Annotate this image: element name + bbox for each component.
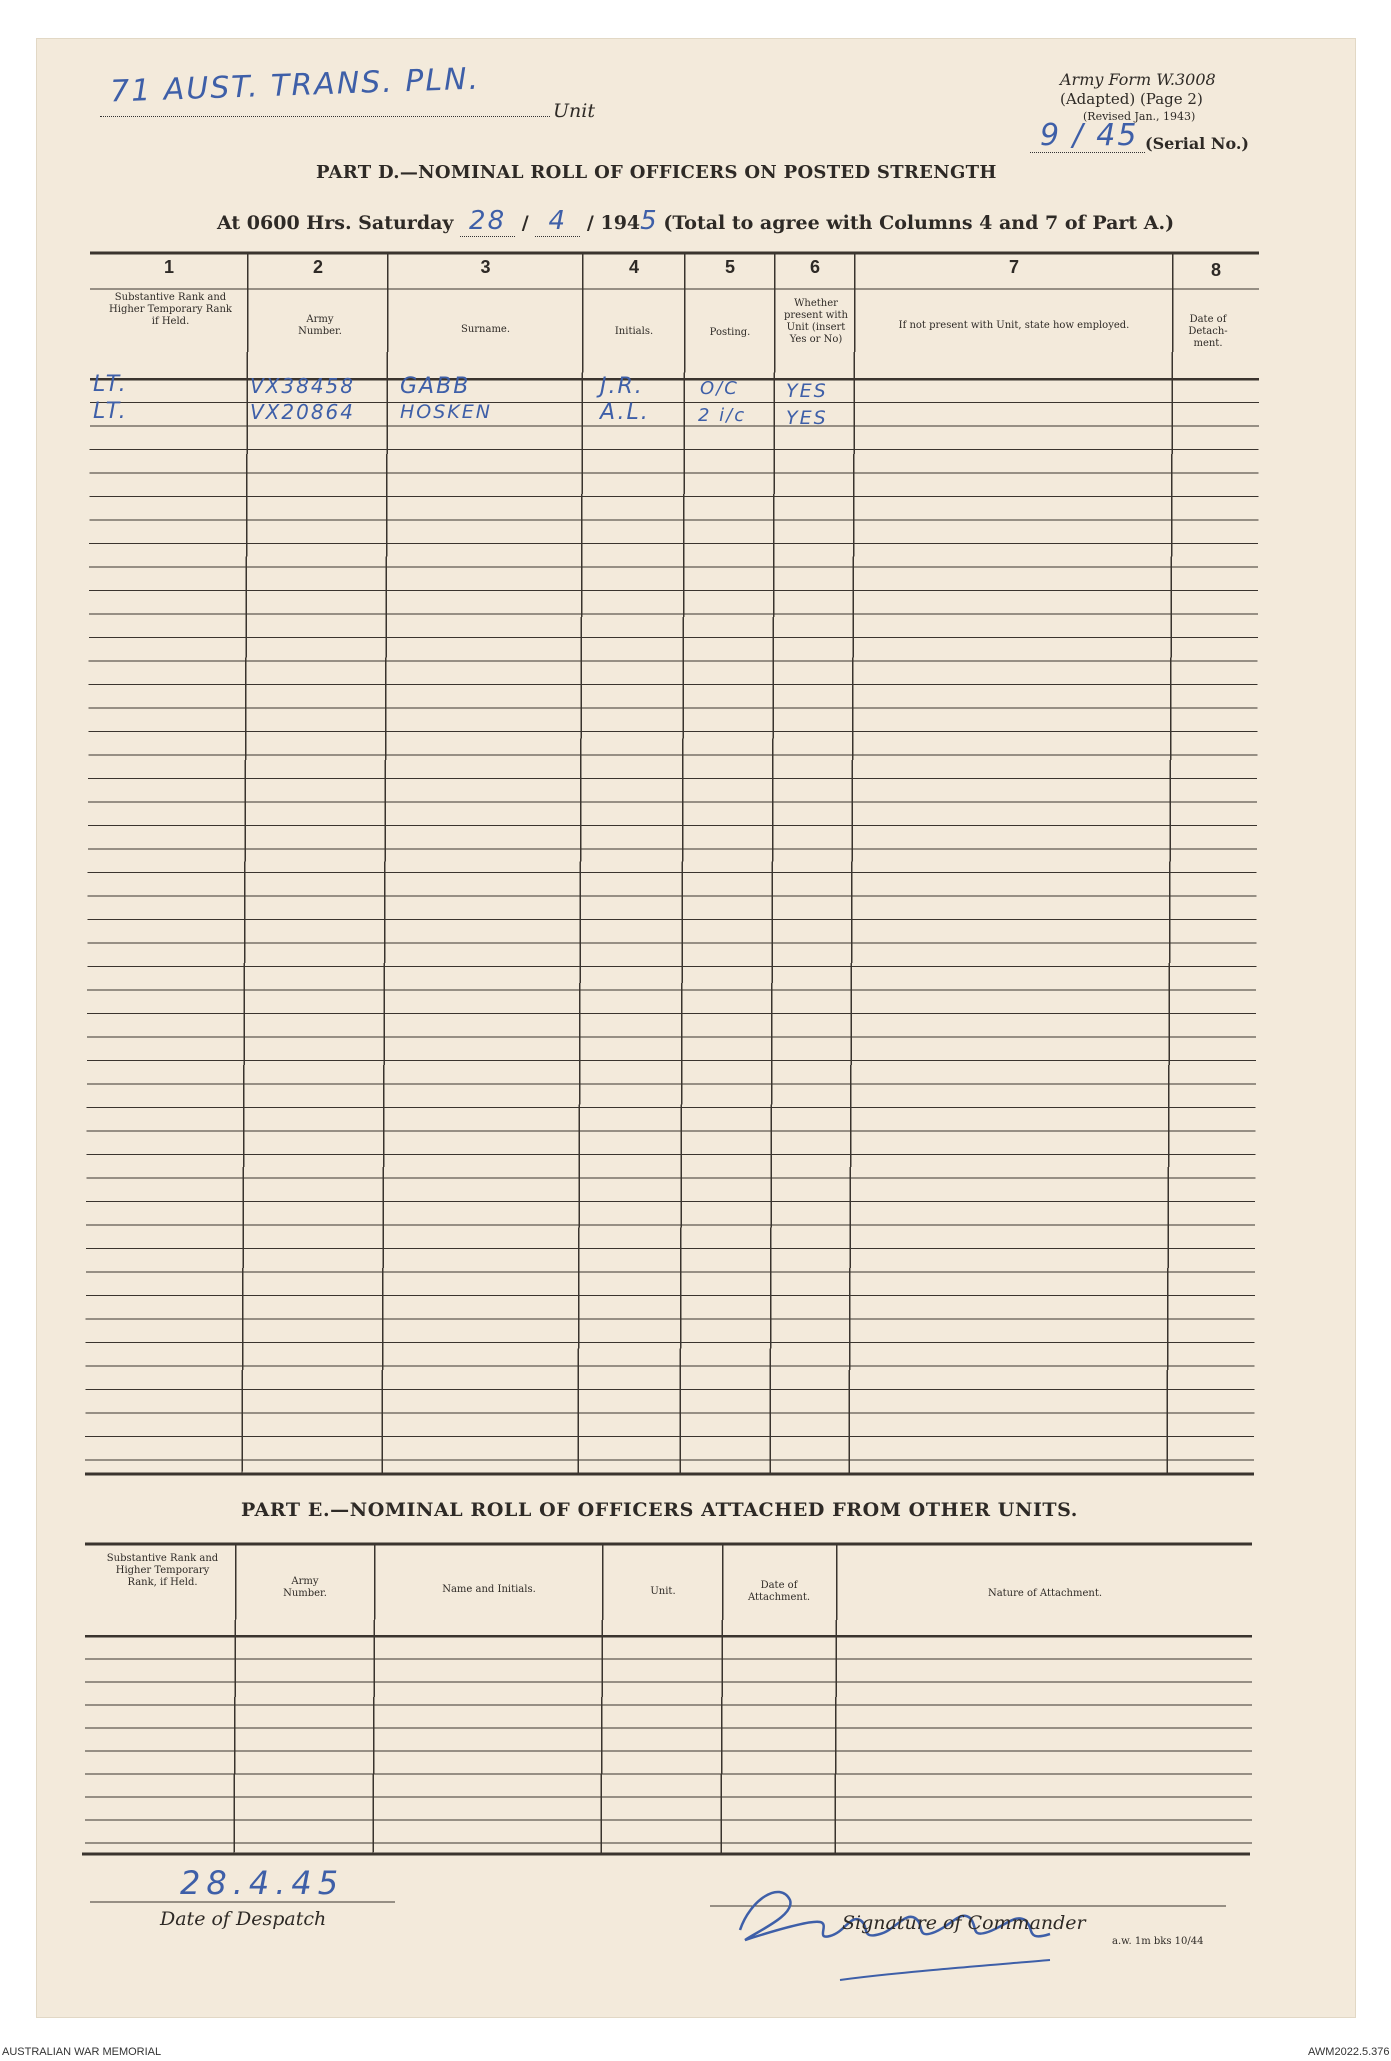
date-separator: / [521,212,529,234]
column-number-1: 1 [163,257,174,277]
part-d-column-divider [242,253,248,1474]
part-e-column-divider [234,1544,236,1854]
header-date-detachment: Date of Detach-ment. [1188,314,1228,349]
date-separator-2: / [586,212,594,234]
row-1-present: YES [786,380,828,402]
form-revised: (Revised Jan., 1943) [1083,110,1196,123]
part-e-title: PART E.—NOMINAL ROLL OF OFFICERS ATTACHED FROM OTHER UNITS. [241,1499,1079,1521]
part-d-column-divider [770,253,775,1474]
date-month: 4 [535,206,580,237]
date-year-hand: 5 [640,206,657,236]
column-number-2: 2 [312,257,323,277]
serial-label: (Serial No.) [1145,134,1249,153]
header-how-employed: If not present with Unit, state how employed. [898,320,1130,331]
unit-handwritten: 71 AUST. TRANS. PLN. [109,61,481,110]
column-number-7: 7 [1008,257,1019,277]
signature-label: Signature of Commander [842,1912,1086,1934]
row-1-surname: GABB [400,374,471,399]
row-2-rank: LT. [93,399,128,424]
form-adapted: (Adapted) (Page 2) [1060,90,1203,108]
header-surname: Surname. [460,324,511,335]
part-d-column-divider [1167,253,1173,1474]
column-number-5: 5 [724,257,735,277]
unit-label: Unit [553,100,595,122]
column-number-4: 4 [628,257,639,277]
part-e-header-name-initials: Name and Initials. [442,1584,536,1595]
part-e-header-unit: Unit. [650,1586,676,1597]
row-1-army-number: VX38458 [250,374,356,398]
date-prefix: At 0600 Hrs. Saturday [217,212,454,234]
part-e-header-nature-attachment: Nature of Attachment. [987,1588,1103,1599]
row-1-posting: O/C [700,378,739,399]
row-2-present: YES [786,407,828,429]
row-2-army-number: VX20864 [250,400,356,424]
part-d-column-divider [578,253,583,1474]
part-e-header-date-attachment: Date of Attachment. [747,1580,811,1603]
despatch-label: Date of Despatch [160,1908,327,1930]
print-code: a.w. 1m bks 10/44 [1112,1936,1204,1947]
part-e-column-divider [835,1544,837,1854]
caption-right: AWM2022.5.376 [1308,2046,1390,2058]
date-year-printed: 194 [600,212,641,234]
column-number-3: 3 [480,257,491,277]
form-name: Army Form W.3008 [1060,70,1216,89]
header-posting: Posting. [709,327,751,338]
row-2-surname: HOSKEN [400,401,492,423]
caption-left: AUSTRALIAN WAR MEMORIAL [2,2046,162,2058]
part-d-column-divider [849,253,855,1474]
header-rank: Substantive Rank and Higher Temporary Rank if Held. [109,292,232,327]
row-1-initials: J.R. [600,374,644,399]
part-d-column-divider [680,253,685,1474]
date-suffix: (Total to agree with Columns 4 and 7 of Part A.) [663,212,1175,234]
header-army-number: Army Number. [298,314,342,337]
part-e-header-rank: Substantive Rank and Higher Temporary Rank, if Held. [106,1553,219,1588]
part-d-column-divider [382,253,388,1474]
date-day: 28 [460,206,515,237]
part-d-title: PART D.—NOMINAL ROLL OF OFFICERS ON POSTED STRENGTH [316,162,997,183]
header-initials: Initials. [614,326,654,337]
header-present: Whether present with Unit (insert Yes or No) [783,298,848,345]
serial-handwritten: 9 / 45 [1040,118,1139,153]
row-1-rank: LT. [93,372,128,397]
column-number-6: 6 [809,257,820,277]
row-2-initials: A.L. [600,400,650,425]
column-number-8: 8 [1210,260,1221,280]
row-2-posting: 2 i/c [698,405,747,426]
despatch-date-handwritten: 28.4.45 [180,1864,345,1902]
part-e-header-army-number: Army Number. [283,1576,327,1599]
